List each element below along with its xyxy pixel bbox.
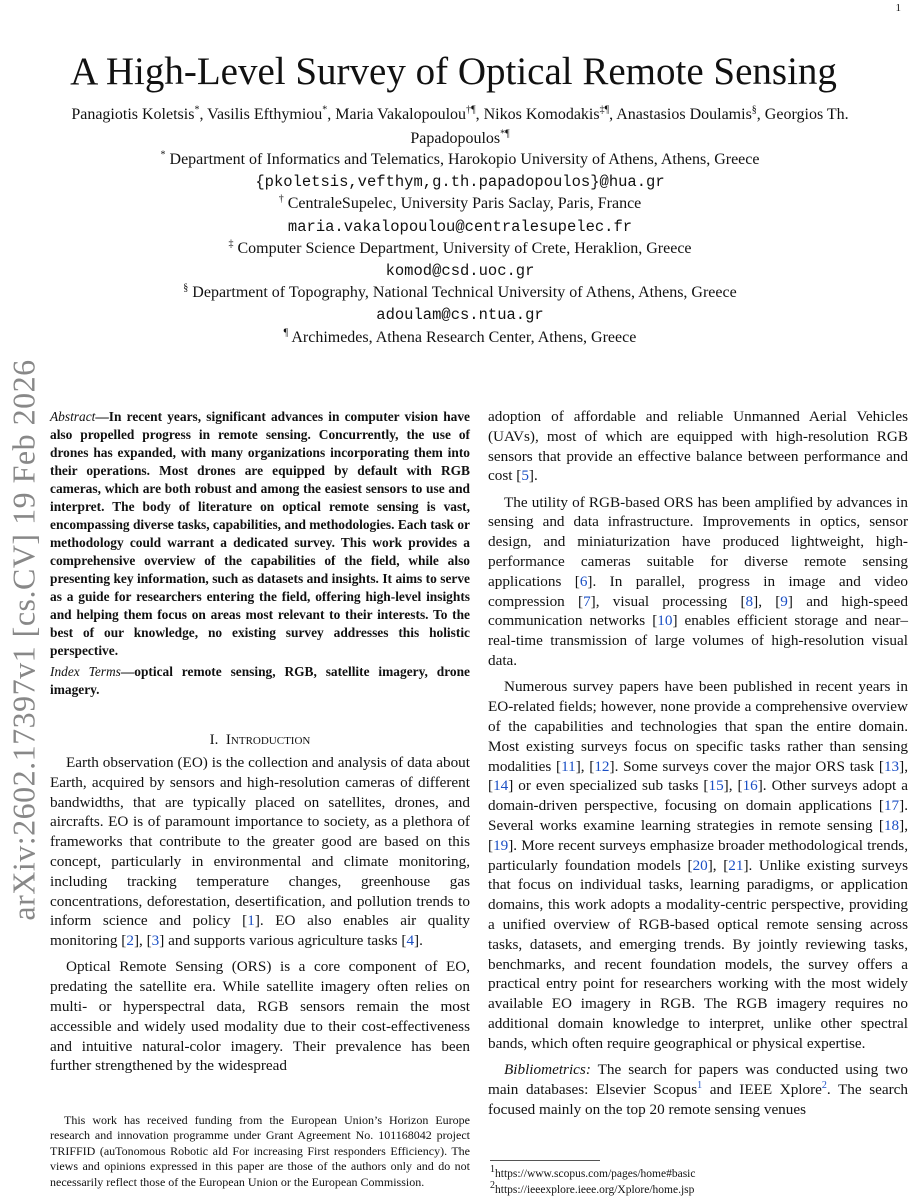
author-name: Anastasios Doulamis xyxy=(616,106,752,123)
abstract-text: —In recent years, significant advances in computer vision have also propelled progress in remote sensing. Concurrently, the use of drones has expanded, with many organizations incorporating them into their operations. Most drones are equipped by default with RGB cameras, which are both robust and among the easiest sensors to use and interpret. The body of literature on optical remote sensing is vast, encompassing diverse tasks, capabilities, and methodologies. Each task or methodology could warrant a dedicated survey. This work provides a comprehensive overview of the capabilities of the field, while also presenting key information, such as datasets and insights. It aims to serve as a guide for researchers entering the field, offering high-level insights and helping them focus on areas most relevant to their interests. To the best of our knowledge, no existing survey addresses this holistic perspective. xyxy=(50,409,470,658)
right-column-body xyxy=(488,407,908,1126)
arxiv-id: arXiv:2602.17397v1 [cs.CV] 19 Feb 2026 xyxy=(5,359,42,921)
citation-link[interactable]: 10 xyxy=(657,612,673,630)
footnote-rule xyxy=(490,1160,600,1161)
author-affil-mark: § xyxy=(751,104,757,116)
footnote-number: 2 xyxy=(490,1180,495,1192)
author-affil-mark: * xyxy=(194,104,200,116)
affiliation-mark: ¶ xyxy=(283,327,289,339)
citation-link[interactable]: 11 xyxy=(561,757,576,775)
affiliation-text: CentraleSupelec, University Paris Saclay, Paris, France xyxy=(287,195,642,213)
author-name: Panagiotis Koletsis xyxy=(71,106,195,123)
citation-link[interactable]: 13 xyxy=(883,757,900,775)
footnote-url: https://ieeexplore.ieee.org/Xplore/home.jsp xyxy=(495,1184,695,1196)
page-number: 1 xyxy=(895,2,901,14)
footnote xyxy=(490,1166,910,1182)
paragraph-heading: Bibliometrics: xyxy=(504,1061,591,1078)
author-name: Maria Vakalopoulou xyxy=(335,106,467,123)
author-affil-mark: *¶ xyxy=(500,128,510,140)
citation-link[interactable]: 2 xyxy=(126,932,134,950)
index-terms-label: Index Terms xyxy=(50,664,121,679)
index-terms-text: —optical remote sensing, RGB, satellite imagery, drone imagery. xyxy=(50,664,470,697)
affiliation-text: Archimedes, Athena Research Center, Athens, Greece xyxy=(291,328,637,346)
index-terms xyxy=(50,663,470,699)
author xyxy=(484,106,610,123)
author-affil-mark: * xyxy=(322,104,328,116)
affiliation xyxy=(60,149,860,171)
citation-link[interactable]: 7 xyxy=(583,592,591,610)
author-affil-mark: ‡¶ xyxy=(599,104,610,116)
left-column-body xyxy=(50,753,470,1083)
citation-link[interactable]: 5 xyxy=(521,467,529,485)
citation-link[interactable]: 12 xyxy=(594,757,610,775)
url-footnotes xyxy=(490,1166,910,1198)
citation-link[interactable]: 18 xyxy=(883,816,900,834)
footnote-url: https://www.scopus.com/pages/home#basic xyxy=(495,1168,696,1180)
paragraph: Optical Remote Sensing (ORS) is a core component of EO, predating the satellite era. While satellite imagery often relies on multi- or hyperspectral data, RGB sensors remain the most accessible and widely used modality due to their cost-effectiveness and intuitive natural-color imagery. Their prevalence has been further strengthened by the widespread xyxy=(50,958,470,1075)
author-list: Panagiotis Koletsis*, Vasilis Efthymiou*, Maria Vakalopoulou†¶, Nikos Komodakis‡¶, Anastasios Doulamis§, Georgios Th. Papadopoulos*¶ xyxy=(71,104,849,147)
funding-footnote: This work has received funding from the European Union’s Horizon Europe research and innovation programme under Grant Agreement No. 101168042 project TRIFFID (auTonomous Robotic aId For increasing First responders Efficiency). The views and opinions expressed in this paper are those of the authors only and do not necessarily reflect those of the European Union or the European Commission. xyxy=(50,1113,470,1189)
affiliation-text: Computer Science Department, University of Crete, Heraklion, Greece xyxy=(237,239,692,257)
affiliation-text: Department of Topography, National Technical University of Athens, Athens, Greece xyxy=(192,284,737,302)
footnote-ref[interactable]: 2 xyxy=(821,1079,827,1091)
paragraph: Earth observation (EO) is the collection and analysis of data about Earth, acquired by sensors and high-resolution cameras of different bandwidths, that are typically placed on satellites, drones, and aircrafts. EO is of paramount importance to society, as a plethora of frameworks that contribute to the greater good are based on this concept, particularly in environmental and climate monitoring, including tracking temperature changes, greenhouse gas concentrations, deforestation, desertification, and pollution trends to inform science and policy [1]. EO also enables air quality monitoring [2], [3] and supports various agriculture tasks [4]. xyxy=(50,754,470,950)
affiliation xyxy=(60,327,860,349)
affiliation xyxy=(60,238,860,260)
citation-link[interactable]: 8 xyxy=(745,592,754,610)
author xyxy=(207,106,327,123)
affiliation-mark: * xyxy=(160,149,166,161)
author xyxy=(71,106,199,123)
citation-link[interactable]: 16 xyxy=(742,777,758,795)
citation-link[interactable]: 20 xyxy=(692,856,708,874)
section-number: I. xyxy=(209,732,219,748)
citation-link[interactable]: 14 xyxy=(493,777,509,795)
author xyxy=(616,106,757,123)
author-name: Vasilis Efthymiou xyxy=(207,106,323,123)
citation-link[interactable]: 19 xyxy=(493,836,509,854)
citation-link[interactable]: 17 xyxy=(883,797,900,815)
affiliation-mark: † xyxy=(278,194,284,206)
affiliation-text: Department of Informatics and Telematics, Harokopio University of Athens, Athens, Greece xyxy=(169,151,760,168)
affiliation xyxy=(60,282,860,304)
citation-link[interactable]: 6 xyxy=(579,572,588,590)
affiliation-list xyxy=(60,149,860,349)
affiliation-email: adoulam@cs.ntua.gr xyxy=(376,306,544,325)
affiliation xyxy=(60,193,860,215)
abstract xyxy=(50,408,470,660)
footnote xyxy=(490,1182,910,1198)
author xyxy=(335,106,475,123)
footnote-ref[interactable]: 1 xyxy=(697,1079,703,1091)
paper-title: A High-Level Survey of Optical Remote Sensing xyxy=(70,50,837,93)
citation-link[interactable]: 1 xyxy=(247,912,255,930)
citation-link[interactable]: 4 xyxy=(406,932,415,950)
citation-link[interactable]: 21 xyxy=(728,856,744,874)
citation-link[interactable]: 15 xyxy=(708,777,724,795)
author-affil-mark: †¶ xyxy=(466,104,476,116)
citation-link[interactable]: 3 xyxy=(151,932,160,950)
section-title: Introduction xyxy=(225,732,311,748)
arxiv-stamp xyxy=(2,320,46,960)
section-heading xyxy=(50,730,470,750)
paragraph: adoption of affordable and reliable Unmanned Aerial Vehicles (UAVs), most of which are equipped with high-resolution RGB sensors that provide an effective balance between performance and cost [5]. xyxy=(488,408,908,485)
footnote-number: 1 xyxy=(490,1164,495,1176)
paragraph: The utility of RGB-based ORS has been amplified by advances in sensing and data infrastructure. Improvements in optics, sensor design, and miniaturization have produced lightweight, high-performance cameras suitable for diverse remote sensing applications [6]. In parallel, progress in image and video compression [7], visual processing [8], [9] and high-speed communication networks [10] enables efficient storage and near–real-time transmission of large volumes of high-resolution visual data. xyxy=(488,493,908,670)
author-name: Nikos Komodakis xyxy=(483,106,600,123)
paragraph: Numerous survey papers have been published in recent years in EO-related fields; however, none provide a comprehensive overview of the capabilities and technologies that span the entire domain. Most existing surveys focus on specific tasks rather than sensing modalities [11], [12]. Some surveys cover the major ORS task [13], [14] or even specialized sub tasks [15], [16]. Other surveys adopt a domain-driven perspective, focusing on domain applications [17]. Several works examine learning strategies in remote sensing [18], [19]. More recent surveys emphasize broader methodological trends, particularly foundation models [20], [21]. Unlike existing surveys that focus on individual tasks, learning paradigms, or application domains, this work adopts a modality-centric perspective, providing a unified overview of RGB-based optical remote sensing across tasks, datasets, and emerging trends. By jointly reviewing tasks, benchmarks, and recent foundation models, the survey offers a practical entry point for researchers working with the most widely available EO imagery in RGB. The RGB imagery requires no additional domain knowledge to interpret, unlike other spectral bands, which often require geographical or physical expertise. xyxy=(488,678,908,1052)
affiliation-mark: ‡ xyxy=(228,238,234,250)
affiliation-email: {pkoletsis,vefthym,g.th.papadopoulos}@hua.gr xyxy=(255,173,665,192)
citation-link[interactable]: 9 xyxy=(780,592,788,610)
affiliation-mark: § xyxy=(183,282,189,294)
paragraph: Bibliometrics: The search for papers was conducted using two main databases: Elsevier Scopus$^1$ and IEEE Xplore$^2$. The search focused mainly on the top 20 remote sensing venues xyxy=(488,1061,909,1118)
author-name: Georgios Th. Papadopoulos xyxy=(410,106,849,147)
abstract-label: Abstract xyxy=(50,409,96,424)
affiliation-email: komod@csd.uoc.gr xyxy=(385,261,535,280)
affiliation-email: maria.vakalopoulou@centralesupelec.fr xyxy=(287,217,633,236)
